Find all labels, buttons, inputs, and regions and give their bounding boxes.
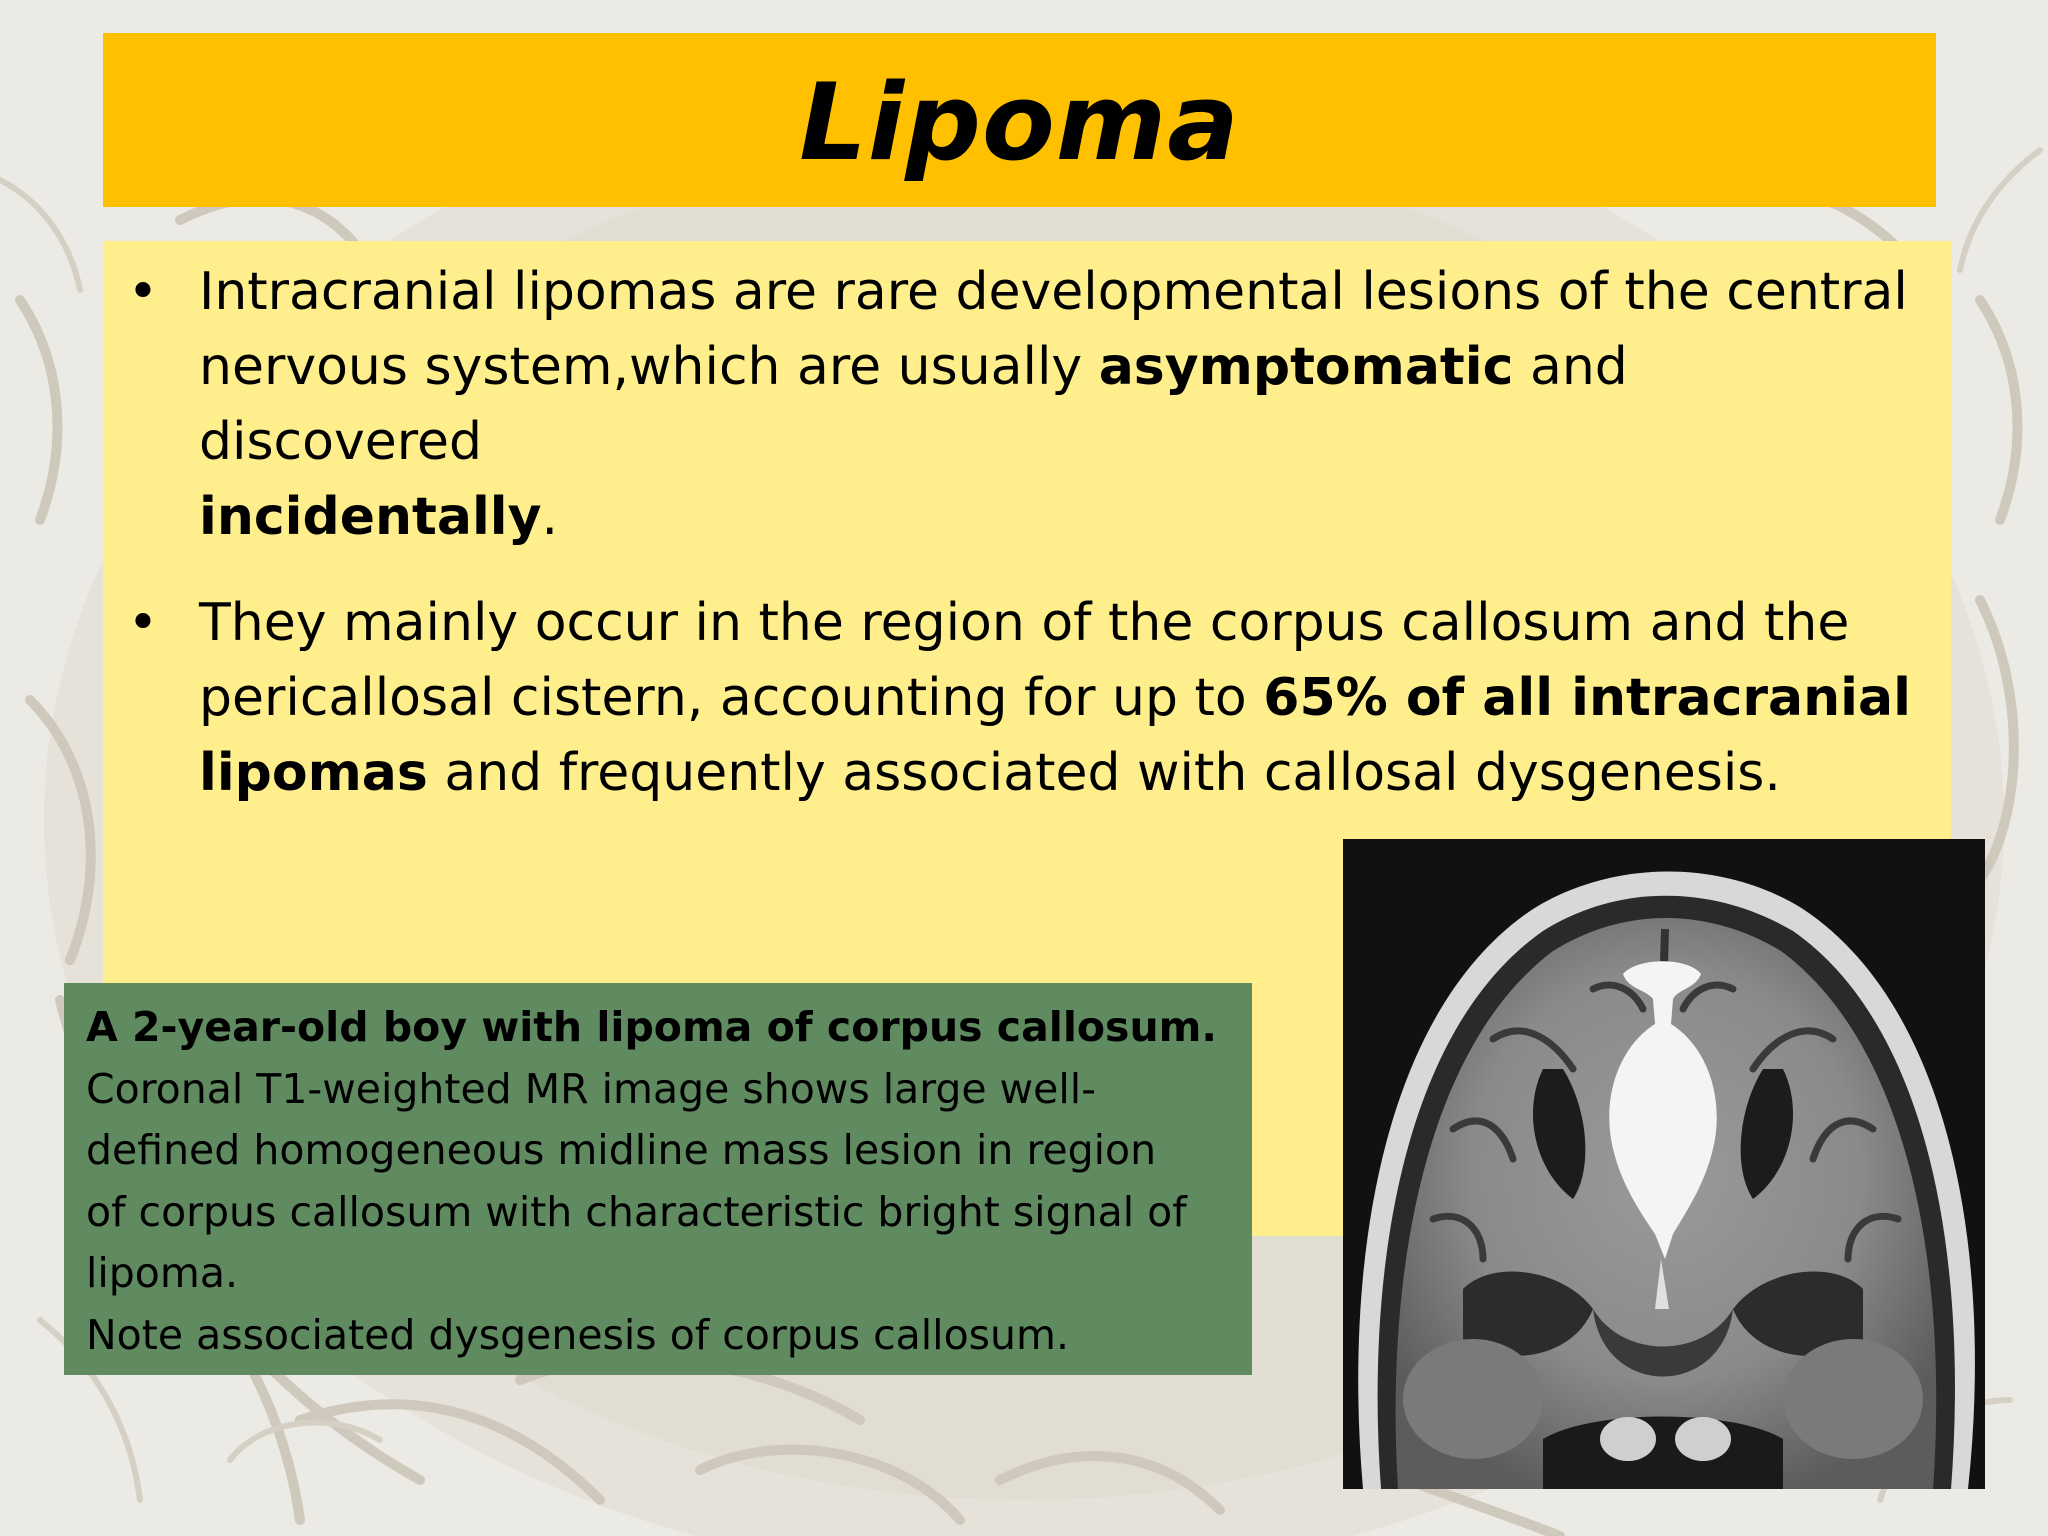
mri-coronal-image	[1343, 839, 1985, 1489]
bullet-marker: •	[127, 593, 159, 653]
bullet-text: Intracranial lipomas are rare developmental lesions of the central nervous system,which are usually asymptomatic and discovered incidentally.	[199, 262, 1908, 547]
slide-title: Lipoma	[799, 60, 1240, 184]
bullet-text: They mainly occur in the region of the corpus callosum and the pericallosal cistern, accounting for up to 65% of all intracranial lipomas and frequently associated with callosal dysgenesis.	[199, 593, 1911, 803]
caption-line: defined homogeneous midline mass lesion in region	[86, 1126, 1157, 1174]
caption-line: of corpus callosum with characteristic bright signal of	[86, 1187, 1187, 1236]
image-caption	[64, 983, 1252, 1375]
title-banner	[103, 33, 1936, 207]
caption-title: A 2-year-old boy with lipoma of corpus callosum.	[86, 1003, 1217, 1051]
caption-line: lipoma.	[86, 1249, 238, 1297]
bullet-item	[127, 255, 1919, 555]
bullet-marker: •	[127, 262, 159, 322]
caption-line: Coronal T1-weighted MR image shows large well-	[86, 1064, 1096, 1113]
caption-line: Note associated dysgenesis of corpus callosum.	[86, 1310, 1069, 1359]
bullet-item	[127, 586, 1919, 811]
